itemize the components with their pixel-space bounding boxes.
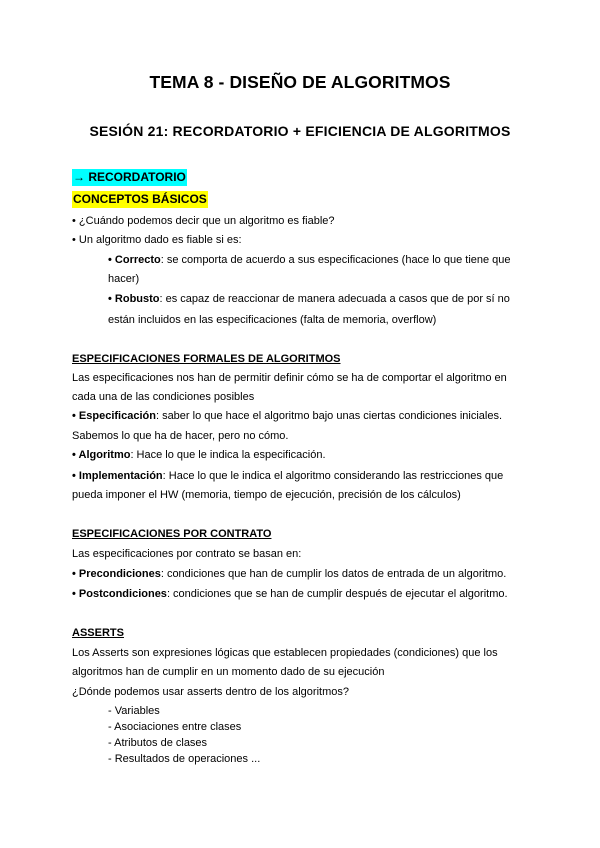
postcondiciones-line [72,587,508,601]
robusto-text-1: : es capaz de reaccionar de manera adecuada a casos que de por sí no [159,293,510,305]
formales-intro-1: Las especificaciones nos han de permitir definir cómo se ha de comportar el algoritmo en [72,372,507,384]
asserts-text-2: algoritmos han de cumplir en un momento dado de su ejecución [72,666,385,678]
asserts-heading: ASSERTS [72,627,124,639]
postcondiciones-text: : condiciones que se han de cumplir después de ejecutar el algoritmo. [166,588,508,600]
asserts-item: - Resultados de operaciones ... [108,753,261,765]
especificacion-text-1: : saber lo que hace el algoritmo bajo unas ciertas condiciones iniciales. [155,410,503,422]
asserts-item: - Variables [108,705,160,717]
robusto-line-1 [108,292,510,306]
especificacion-line-1 [72,409,502,423]
formales-heading: ESPECIFICACIONES FORMALES DE ALGORITMOS [72,353,341,365]
especificacion-text-2: Sabemos lo que ha de hacer, pero no cómo. [72,430,289,442]
recordatorio-label: → RECORDATORIO [73,170,186,184]
postcondiciones-term: • Postcondiciones [72,588,167,600]
implementacion-text-1: : Hace lo que le indica el algoritmo considerando las restricciones que [162,470,504,482]
implementacion-line-1 [72,469,503,483]
robusto-text-2: están incluidos en las especificaciones (falta de memoria, overflow) [108,314,437,326]
robusto-term: • Robusto [108,293,160,305]
asserts-item: - Atributos de clases [108,737,208,749]
formales-intro-2: cada una de las condiciones posibles [72,391,255,403]
correcto-line-1 [108,253,511,267]
implementacion-text-2: pueda imponer el HW (memoria, tiempo de ejecución, precisión de los cálculos) [72,489,461,501]
correcto-text-1: : se comporta de acuerdo a sus especificaciones (hace lo que tiene que [160,254,511,266]
contrato-intro: Las especificaciones por contrato se basan en: [72,548,302,560]
algoritmo-text: : Hace lo que le indica la especificación. [130,449,326,461]
precondiciones-term: • Precondiciones [72,568,161,580]
session-subtitle: SESIÓN 21: RECORDATORIO + EFICIENCIA DE ALGORITMOS [89,123,511,139]
correcto-term: • Correcto [108,254,161,266]
implementacion-term: • Implementación [72,470,163,482]
conceptos-q2: • Un algoritmo dado es fiable si es: [72,234,242,246]
especificacion-term: • Especificación [72,410,156,422]
conceptos-q1: • ¿Cuándo podemos decir que un algoritmo es fiable? [72,215,335,227]
precondiciones-text: : condiciones que han de cumplir los datos de entrada de un algoritmo. [160,568,507,580]
asserts-question: ¿Dónde podemos usar asserts dentro de los algoritmos? [72,686,349,698]
precondiciones-line [72,567,506,581]
algoritmo-term: • Algoritmo [72,449,131,461]
contrato-heading: ESPECIFICACIONES POR CONTRATO [72,528,272,540]
asserts-item: - Asociaciones entre clases [108,721,242,733]
algoritmo-line [72,448,326,462]
asserts-text-1: Los Asserts son expresiones lógicas que establecen propiedades (condiciones) que los [72,647,498,659]
conceptos-heading: CONCEPTOS BÁSICOS [73,192,207,206]
document-title: TEMA 8 - DISEÑO DE ALGORITMOS [149,72,451,92]
correcto-text-2: hacer) [108,273,140,285]
